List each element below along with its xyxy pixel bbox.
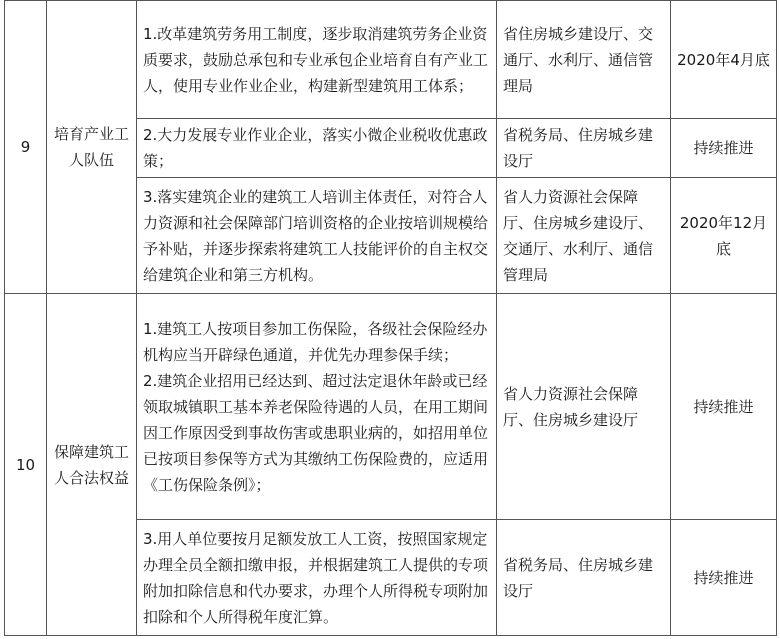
measure-cell: 3.落实建筑企业的建筑工人培训主体责任，对符合人力资源和社会保障部门培训资格的企业按培训规模给予补贴，并逐步探索将建筑工人技能评价的自主权交给建筑企业和第三方机构。 <box>137 178 497 294</box>
measure-cell: 1.改革建筑劳务用工制度，逐步取消建筑劳务企业资质要求，鼓励总承包和专业承包企业培育自有产业工人，使用专业作业企业，构建新型建筑用工体系； <box>137 1 497 119</box>
measure-cell <box>137 294 497 520</box>
deadline-cell: 2020年4月底 <box>671 1 777 119</box>
department-cell: 省人力资源社会保障厅、住房城乡建设厅、交通厅、水利厅、通信管理局 <box>497 178 671 294</box>
task-name: 培育产业工人队伍 <box>47 1 137 294</box>
measure-cell: 3.用人单位要按月足额发放工人工资，按照国家规定办理全员全额扣缴申报，并根据建筑工人提供的专项附加扣除信息和代办要求，办理个人所得税专项附加扣除和个人所得税年度汇算。 <box>137 520 497 636</box>
department-cell: 省税务局、住房城乡建设厅 <box>497 520 671 636</box>
measure-item: 1.建筑工人按项目参加工伤保险，各级社会保险经办机构应当开辟绿色通道，并优先办理参保手续； <box>143 319 488 364</box>
table-row <box>5 1 777 119</box>
task-name: 保障建筑工人合法权益 <box>47 294 137 636</box>
row-number: 9 <box>5 1 47 294</box>
table-row <box>5 294 777 520</box>
deadline-cell: 持续推进 <box>671 119 777 178</box>
measure-cell: 2.大力发展专业作业企业，落实小微企业税收优惠政策； <box>137 119 497 178</box>
deadline-cell: 持续推进 <box>671 294 777 520</box>
department-cell: 省人力资源社会保障厅、住房城乡建设厅 <box>497 294 671 520</box>
row-number: 10 <box>5 294 47 636</box>
deadline-cell: 2020年12月底 <box>671 178 777 294</box>
deadline-cell: 持续推进 <box>671 520 777 636</box>
policy-table <box>4 0 777 636</box>
department-cell: 省住房城乡建设厅、交通厅、水利厅、通信管理局 <box>497 1 671 119</box>
measure-item: 2.建筑企业招用已经达到、超过法定退休年龄或已经领取城镇职工基本养老保险待遇的人员，在用工期间因工作原因受到事故伤害或患职业病的，如招用单位已按项目参保等方式为其缴纳工伤保险费的，应适用《工伤保险条例》； <box>143 371 489 494</box>
department-cell: 省税务局、住房城乡建设厅 <box>497 119 671 178</box>
